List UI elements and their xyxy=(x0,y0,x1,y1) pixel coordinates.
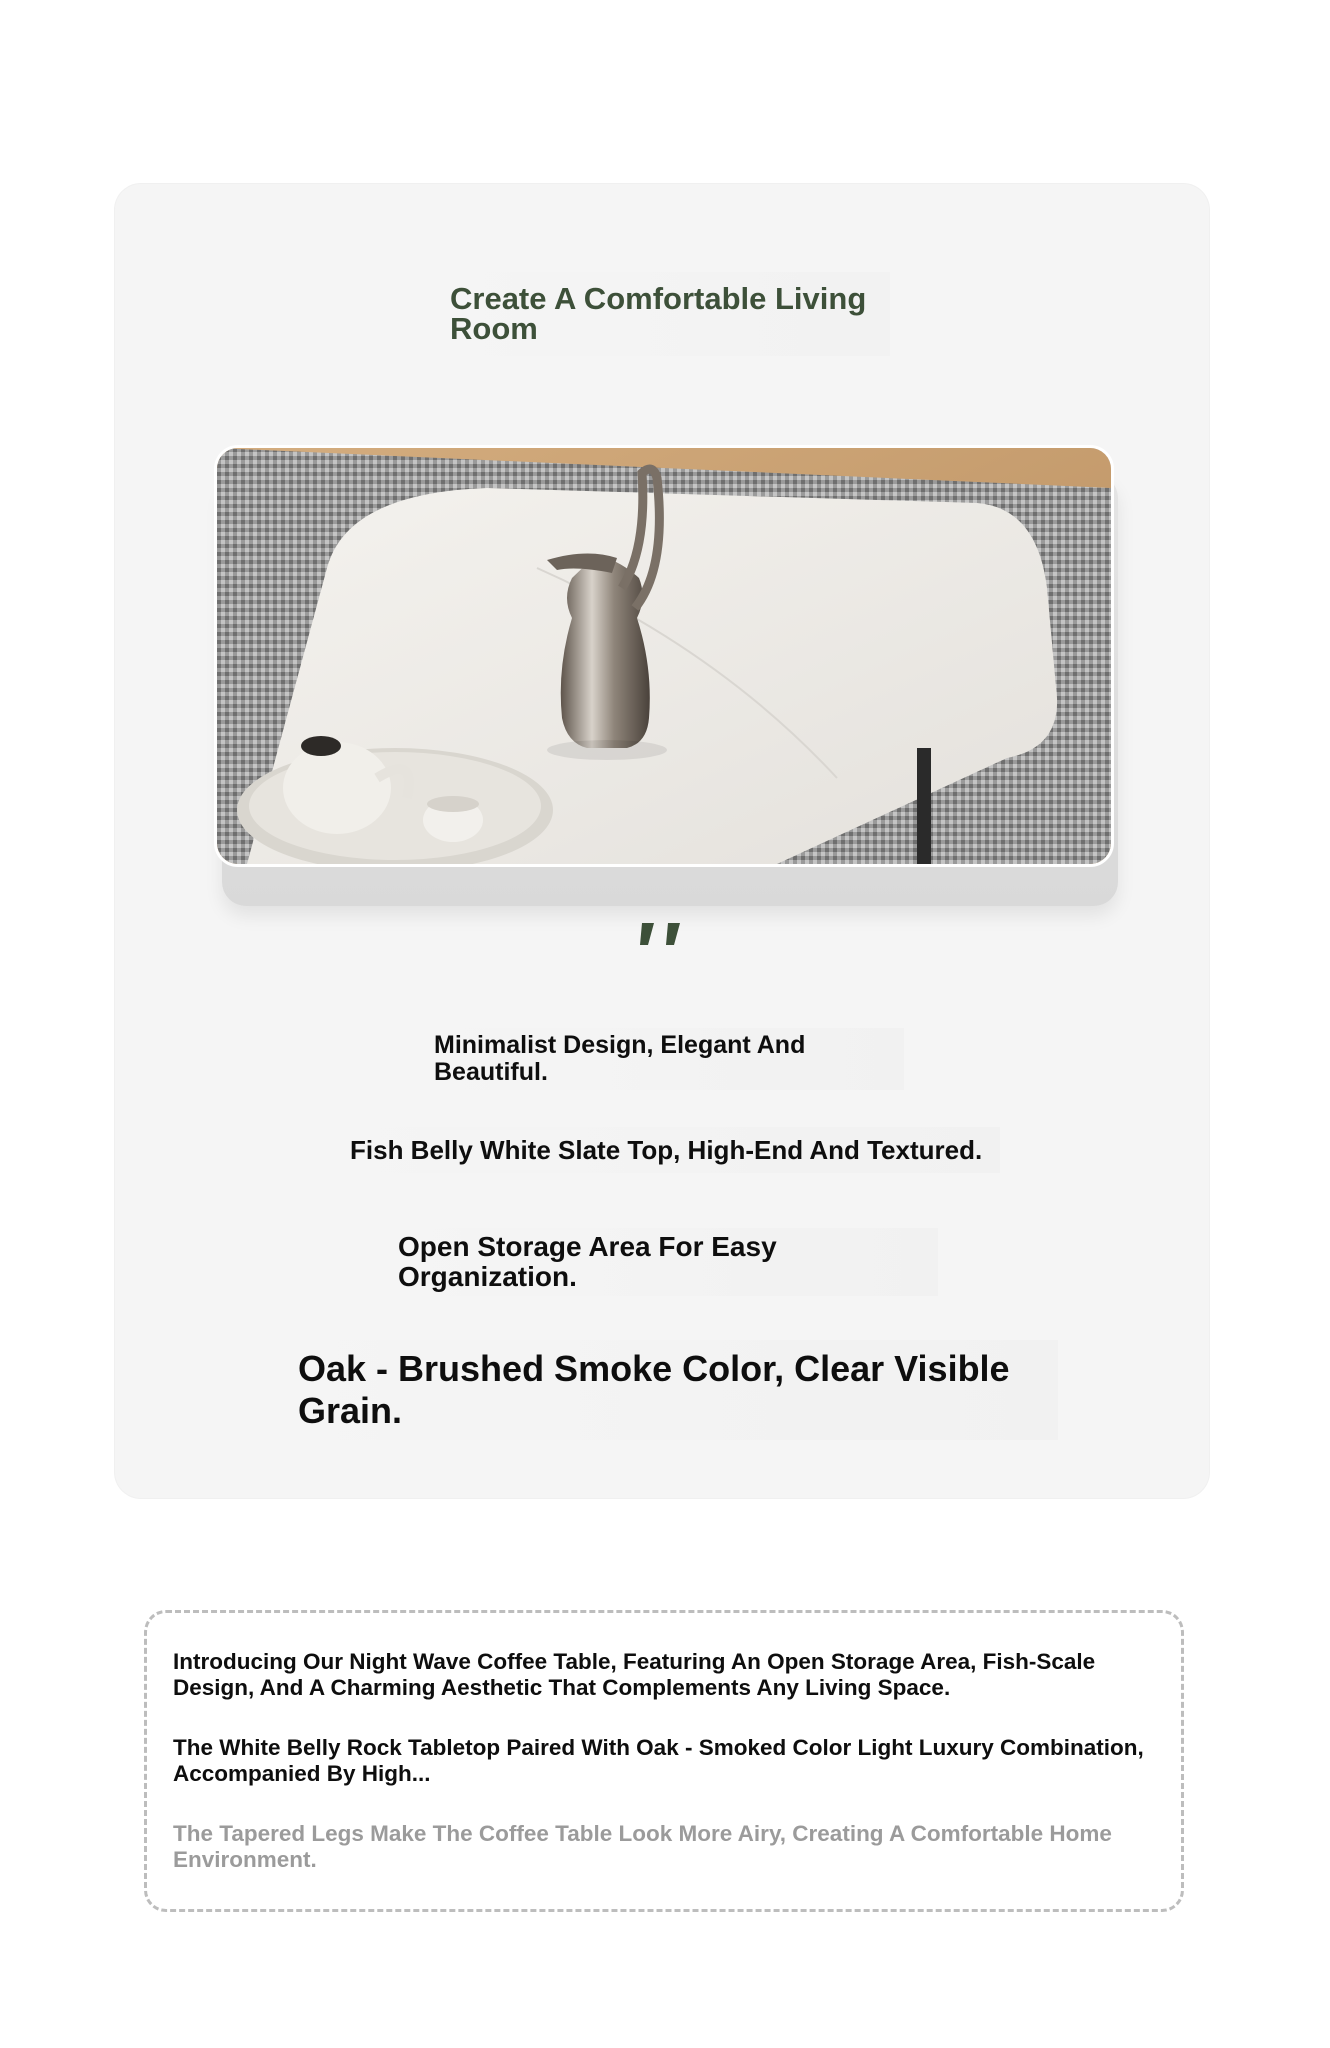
description-legs: The Tapered Legs Make The Coffee Table Look More Airy, Creating A Comfortable Home Environment. xyxy=(173,1821,1112,1872)
headline: Create A Comfortable Living Room xyxy=(450,272,890,356)
feature-oak-grain: Oak - Brushed Smoke Color, Clear Visible Grain. xyxy=(286,1340,1058,1440)
feature-minimalist-design: Minimalist Design, Elegant And Beautiful. xyxy=(434,1028,904,1090)
feature-slate-top: Fish Belly White Slate Top, High-End And Textured. xyxy=(338,1127,1000,1173)
quote-mark-icon xyxy=(636,915,696,955)
description-box xyxy=(144,1610,1184,1912)
feature-open-storage: Open Storage Area For Easy Organization. xyxy=(398,1228,938,1296)
description-tabletop: The White Belly Rock Tabletop Paired With Oak - Smoked Color Light Luxury Combination, Accompanied By High... xyxy=(173,1735,1144,1786)
coffee-table-photo xyxy=(214,445,1114,867)
description-intro: Introducing Our Night Wave Coffee Table, Featuring An Open Storage Area, Fish-Scale Design, And A Charming Aesthetic That Complements Any Living Space. xyxy=(173,1649,1096,1700)
